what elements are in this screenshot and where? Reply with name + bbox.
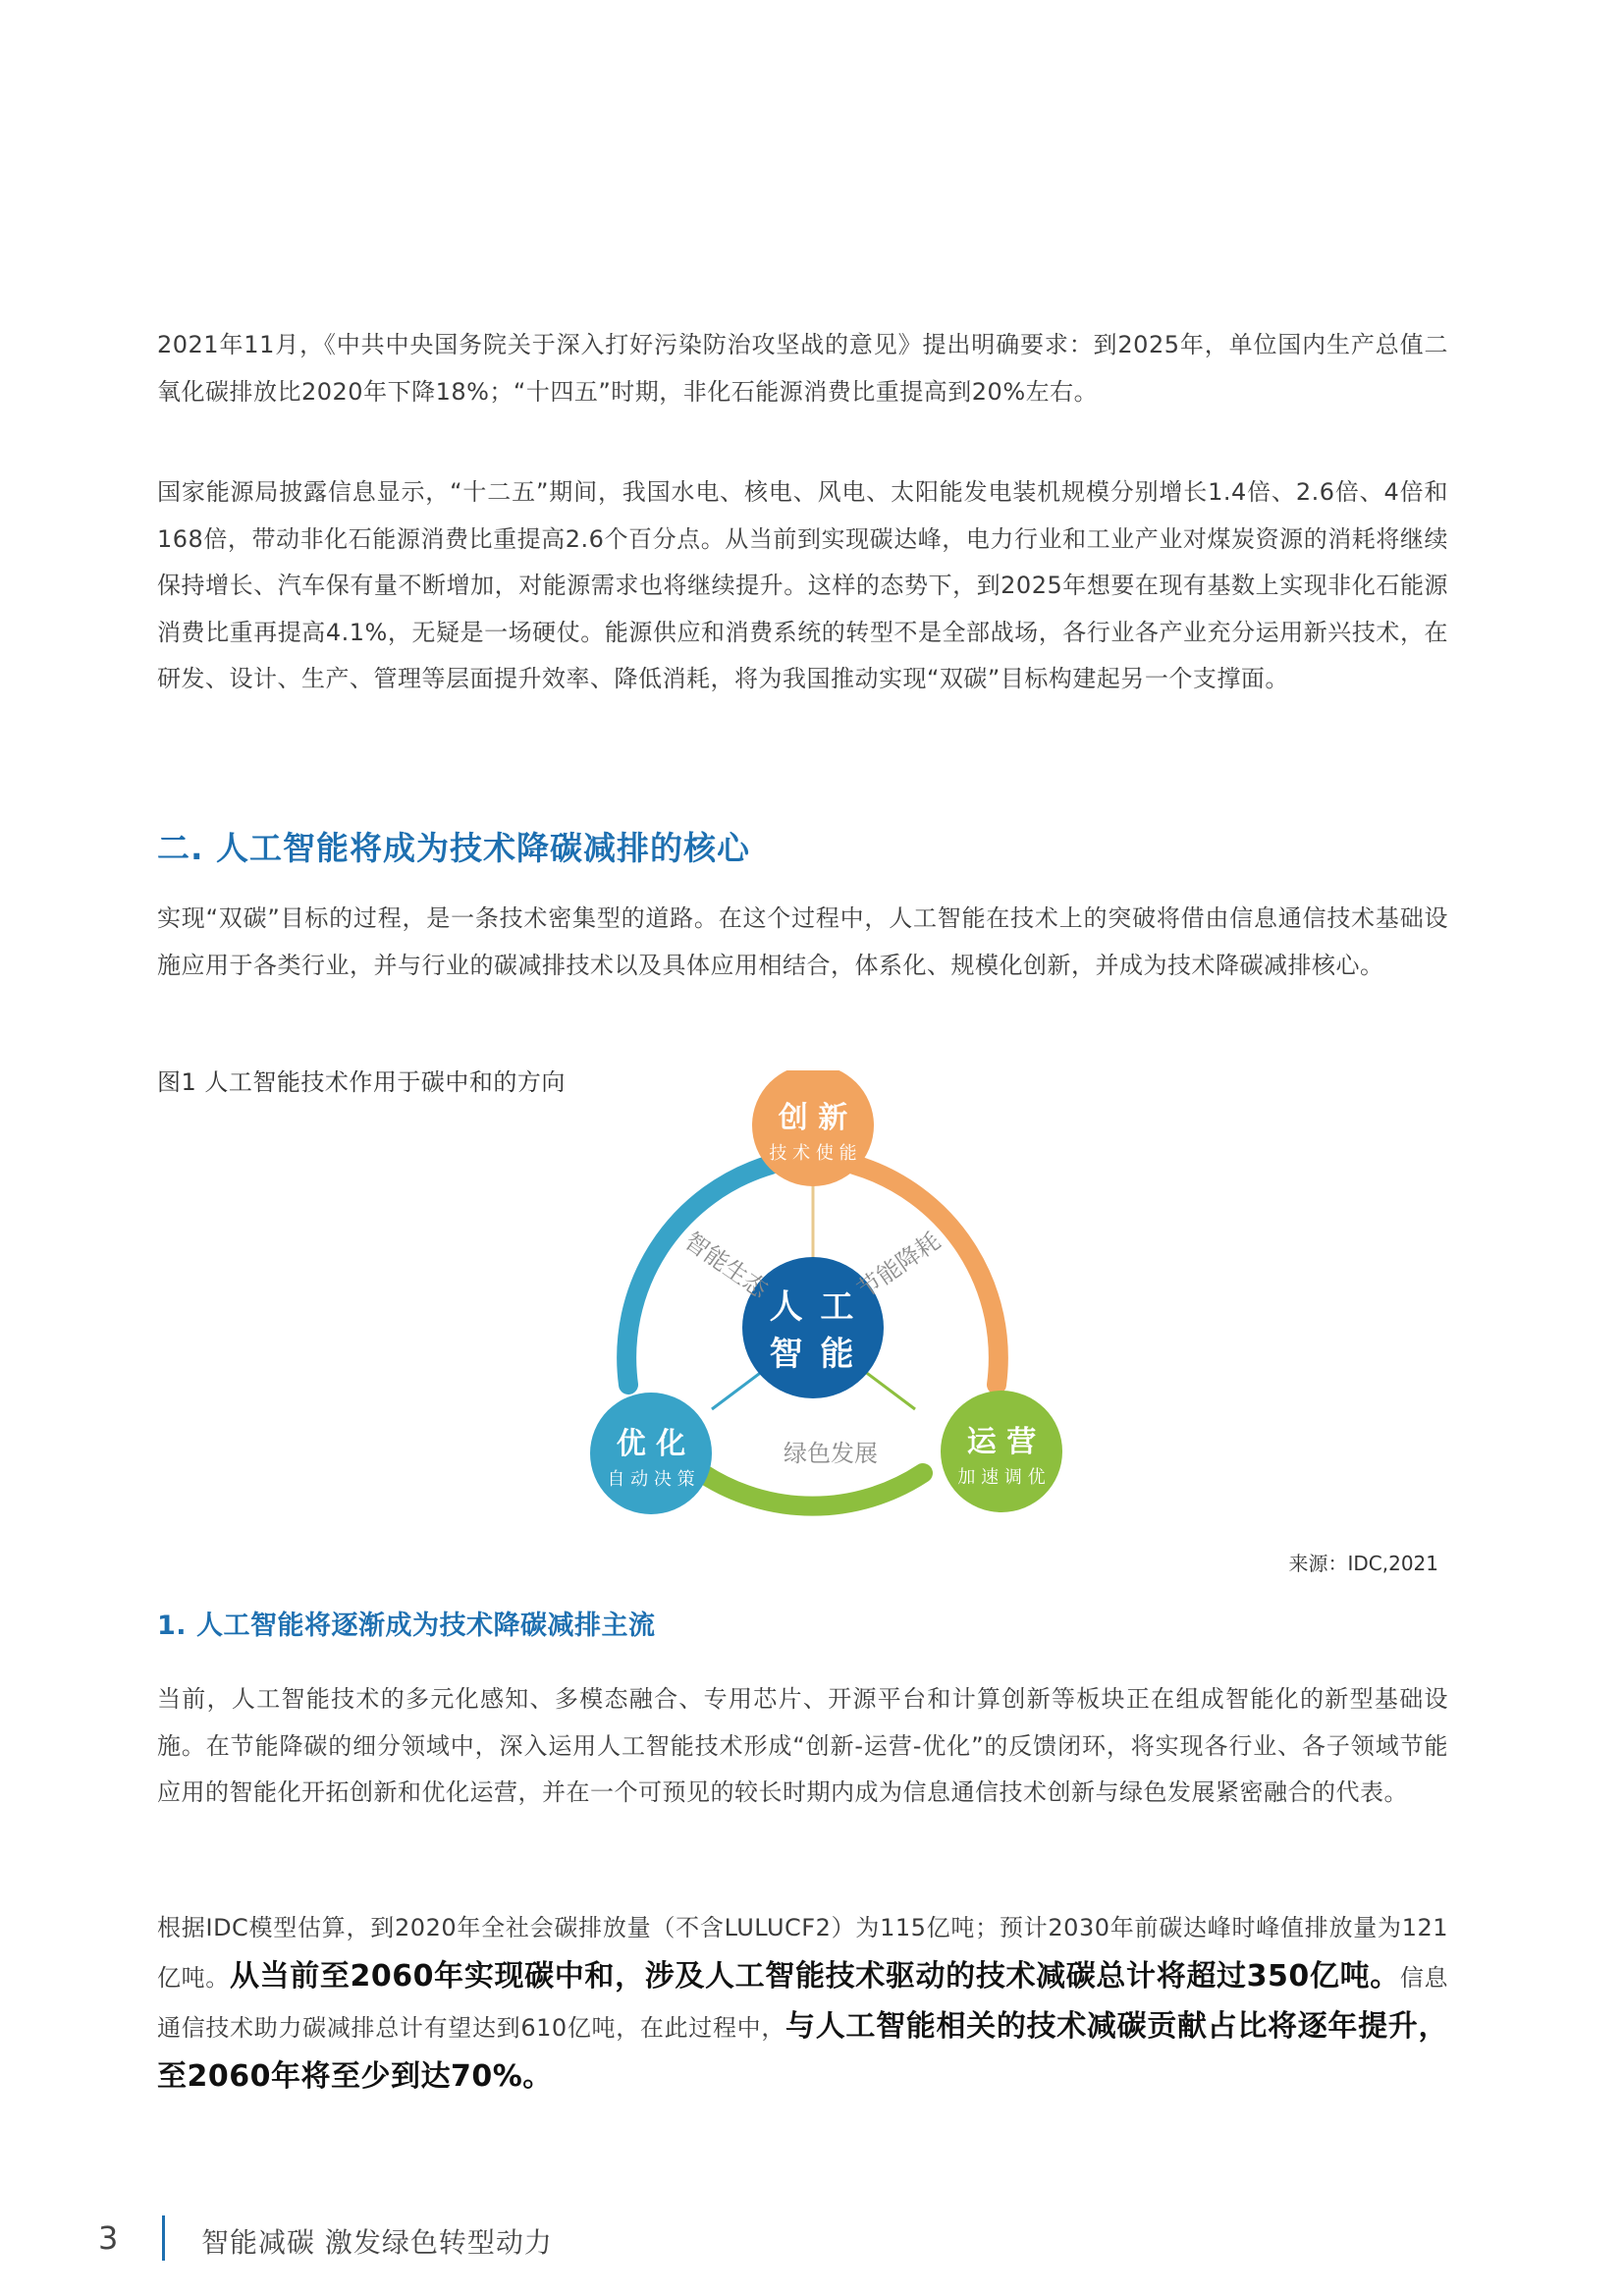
figure-source: 来源：IDC,2021 bbox=[1288, 1552, 1438, 1575]
center-text-2: 智 能 bbox=[769, 1335, 857, 1374]
figure-caption: 图1 人工智能技术作用于碳中和的方向 bbox=[157, 1068, 566, 1096]
paragraph-2: 国家能源局披露信息显示，“十二五”期间，我国水电、核电、风电、太阳能发电装机规模分别增长1.4倍、2.6倍、4倍和168倍，带动非化石能源消费比重提高2.6个百分点。从当前到实现碳达峰，电力行业和工业产业对煤炭资源的消耗将继续保持增长、汽车保有量不断增加，对能源需求也将继续提升。这样的态势下，到2025年想要在现有基数上实现非化石能源消费比重再提高4.1%，无疑是一场硬仗。能源供应和消费系统的转型不是全部战场，各行业各产业充分运用新兴技术，在研发、设计、生产、管理等层面提升效率、降低消耗，将为我国推动实现“双碳”目标构建起另一个支撑面。 bbox=[157, 478, 1448, 692]
arc-label-green-development: 绿色发展 bbox=[784, 1440, 878, 1467]
paragraph-4: 当前，人工智能技术的多元化感知、多模态融合、专用芯片、开源平台和计算创新等板块正在组成智能化的新型基础设施。在节能降碳的细分领域中，深入运用人工智能技术形成“创新-运营-优化”的反馈闭环，将实现各行业、各子领域节能应用的智能化开拓创新和优化运营，并在一个可预见的较长时期内成为信息通信技术创新与绿色发展紧密融合的代表。 bbox=[157, 1685, 1448, 1806]
center-text-1: 人 工 bbox=[769, 1287, 857, 1327]
paragraph-1: 2021年11月，《中共中央国务院关于深入打好污染防治攻坚战的意见》提出明确要求：到2025年，单位国内生产总值二氧化碳排放比2020年下降18%；“十四五”时期，非化石能源消费比重提高到20%左右。 bbox=[157, 331, 1448, 406]
paragraph-5 bbox=[157, 1903, 1448, 2103]
section-heading: 二. 人工智能将成为技术降碳减排的核心 bbox=[157, 829, 751, 867]
node-optimize-title: 优 化 bbox=[616, 1427, 686, 1461]
footer-title: 智能减碳 激发绿色转型动力 bbox=[201, 2226, 553, 2259]
node-innovation-sub: 技 术 使 能 bbox=[769, 1143, 857, 1164]
paragraph-3: 实现“双碳”目标的过程，是一条技术密集型的道路。在这个过程中，人工智能在技术上的突破将借由信息通信技术基础设施应用于各类行业，并与行业的碳减排技术以及具体应用相结合，体系化、规模化创新，并成为技术降碳减排核心。 bbox=[157, 904, 1448, 979]
node-innovation-title: 创 新 bbox=[778, 1101, 848, 1135]
node-operate-sub: 加 速 调 优 bbox=[957, 1467, 1046, 1488]
footer-divider bbox=[162, 2215, 165, 2261]
ai-carbon-diagram bbox=[550, 1070, 1080, 1542]
paragraph-5-bold-d: 与人工智能相关的技术减碳贡献占比将逐年提升，至2060年将至少到达70%。 bbox=[157, 2009, 1448, 2094]
paragraph-5-bold-b: 从当前至2060年实现碳中和，涉及人工智能技术驱动的技术减碳总计将超过350亿吨。 bbox=[229, 1959, 1400, 1994]
page-number: 3 bbox=[98, 2219, 119, 2257]
arc-label-energy-saving: 节能降耗 bbox=[852, 1227, 946, 1304]
paragraph-5-part-c: 信息通信技术助力碳减排总计有望达到610亿吨，在此过程中， bbox=[157, 1964, 1449, 2042]
paragraph-5-part-a: 根据IDC模型估算，到2020年全社会碳排放量（不含LULUCF2）为115亿吨；预计2030年前碳达峰时峰值排放量为121亿吨。 bbox=[157, 1914, 1448, 1992]
arc-label-ecosystem: 智能生态 bbox=[679, 1227, 773, 1304]
subsection-heading: 1. 人工智能将逐渐成为技术降碳减排主流 bbox=[157, 1611, 656, 1641]
arc-bottom bbox=[702, 1473, 923, 1506]
node-operate-title: 运 营 bbox=[966, 1425, 1037, 1459]
node-optimize-sub: 自 动 决 策 bbox=[607, 1469, 695, 1490]
